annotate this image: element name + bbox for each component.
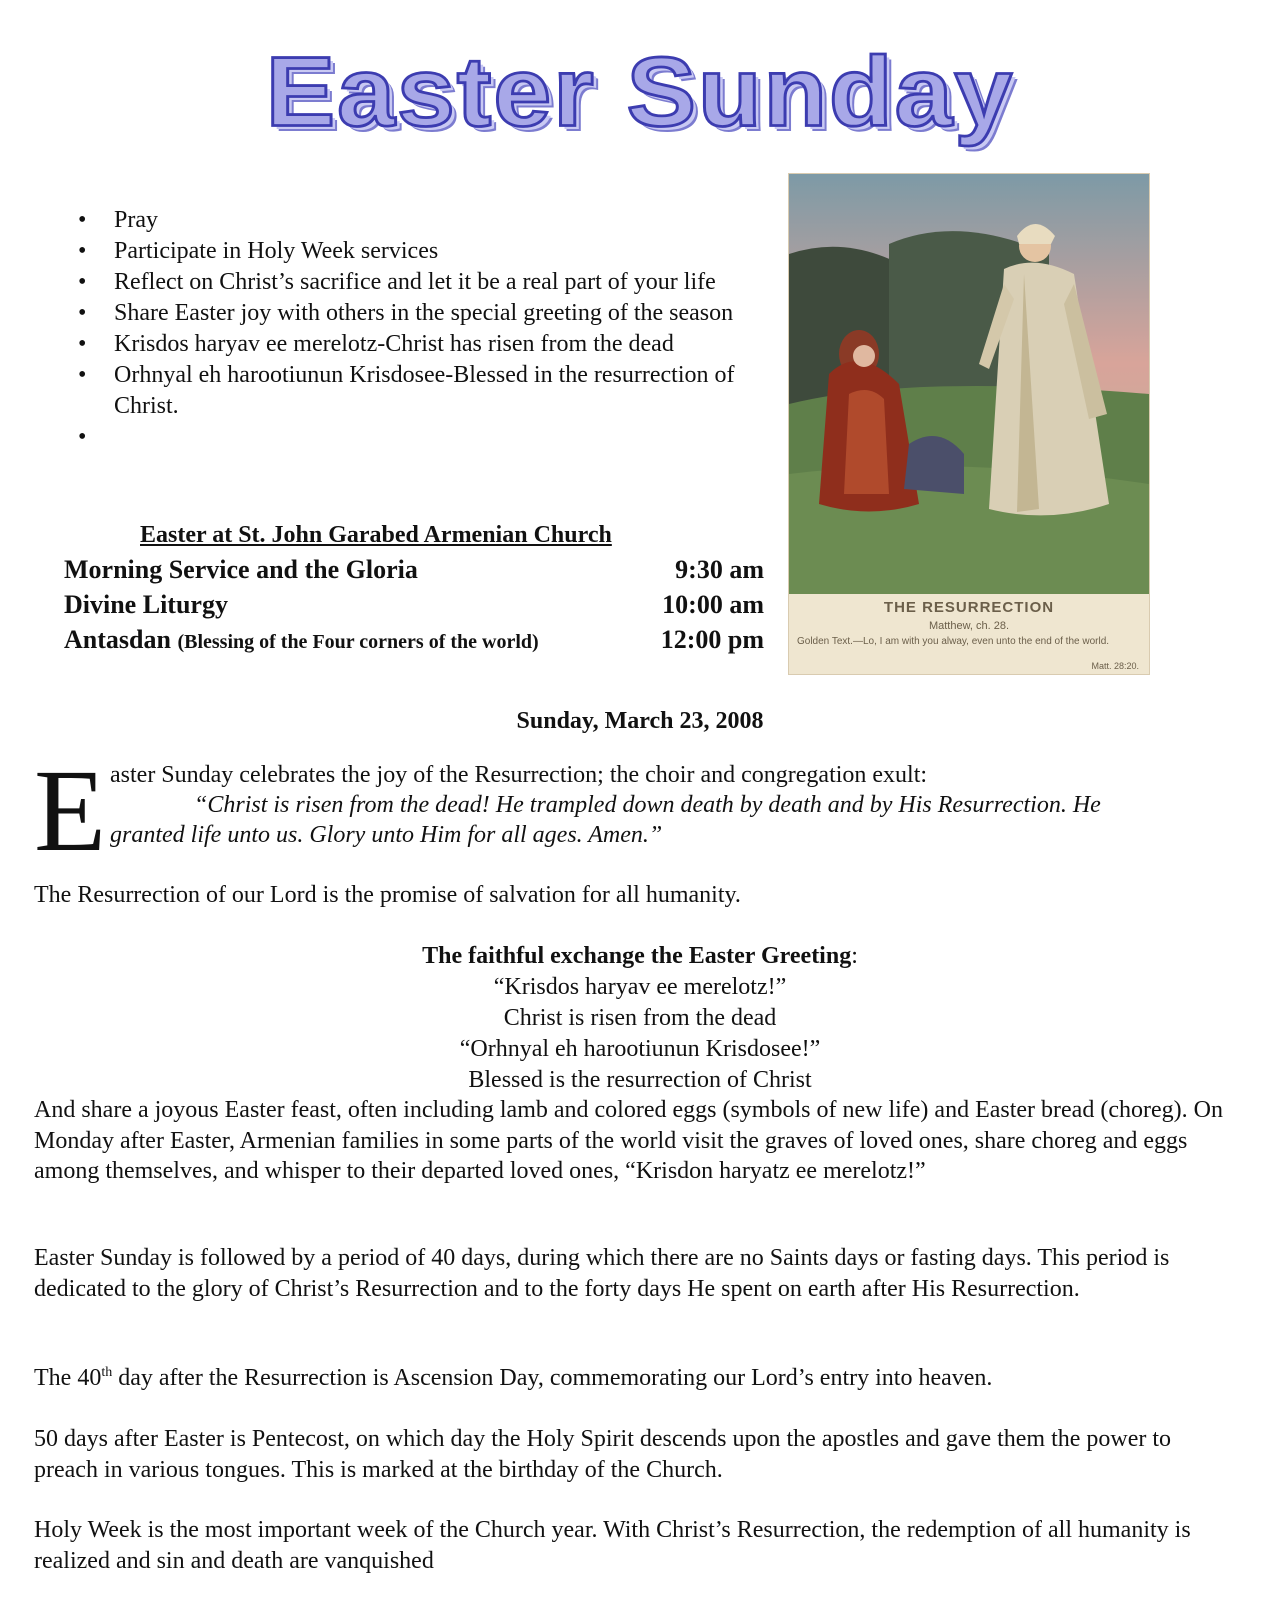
schedule-time: 10:00 am: [662, 590, 764, 619]
schedule-time: 9:30 am: [675, 555, 764, 584]
schedule-row: [64, 555, 764, 590]
list-item: • Pray: [78, 205, 748, 236]
resurrection-picture: [788, 173, 1150, 675]
service-date: Sunday, March 23, 2008: [516, 708, 764, 734]
forty-days-paragraph: Easter Sunday is followed by a period of 40 days, during which there are no Saints days or fasting days. This period is dedicated to the glory of Christ’s Resurrection and to the forty days He spent on earth after His Resurrection.: [34, 1245, 1170, 1302]
schedule-note: (Blessing of the Four corners of the world): [177, 631, 539, 653]
schedule-label: Divine Liturgy: [64, 590, 228, 619]
schedule-label: Antasdan (Blessing of the Four corners of the world): [64, 625, 539, 654]
drop-cap: E: [34, 745, 107, 876]
list-item: • Share Easter joy with others in the special greeting of the season: [78, 298, 748, 329]
schedule-time: 12:00 pm: [660, 625, 764, 654]
greeting-heading: The faithful exchange the Easter Greeting: [422, 943, 852, 969]
list-item: • Participate in Holy Week services: [78, 236, 748, 267]
service-schedule: [64, 555, 764, 660]
greeting-line: “Krisdos haryav ee merelotz!”: [493, 974, 787, 1000]
activity-list: [78, 205, 748, 453]
caption-title: THE RESURRECTION: [883, 599, 1055, 616]
greeting-line: “Orhnyal eh harootiunun Krisdosee!”: [459, 1036, 821, 1062]
list-item: • Krisdos haryav ee merelotz-Christ has risen from the dead: [78, 329, 748, 360]
list-item: • Reflect on Christ’s sacrifice and let it be a real part of your life: [78, 267, 748, 298]
caption-text: Golden Text.—Lo, I am with you alway, even unto the end of the world.: [797, 636, 1110, 647]
greeting-line: Christ is risen from the dead: [503, 1005, 777, 1031]
greeting-line: Blessed is the resurrection of Christ: [468, 1067, 812, 1093]
page-title: Easter Sunday: [265, 36, 1015, 148]
promise-paragraph: The Resurrection of our Lord is the promise of salvation for all humanity.: [34, 882, 741, 908]
pentecost-paragraph: 50 days after Easter is Pentecost, on which day the Holy Spirit descends upon the apostles and gave them the power to preach in various tongues. This is marked at the birthday of the Church.: [34, 1426, 1172, 1483]
intro-quote-line: granted life unto us. Glory unto Him for all ages. Amen.”: [110, 822, 663, 848]
caption-verse: Matt. 28:20.: [1091, 661, 1139, 671]
schedule-label: Morning Service and the Gloria: [64, 555, 418, 584]
list-item: • Orhnyal eh harootiunun Krisdosee-Blessed in the resurrection of Christ.: [78, 360, 748, 422]
ascension-paragraph: The 40th day after the Resurrection is Ascension Day, commemorating our Lord’s entry into heaven.: [34, 1365, 993, 1391]
intro-quote-line: “Christ is risen from the dead! He trampled down death by death and by His Resurrection. He: [194, 792, 1101, 818]
resurrection-illustration: [789, 174, 1149, 594]
greeting-heading-line: The faithful exchange the Easter Greeting:: [422, 943, 858, 969]
holy-week-paragraph: Holy Week is the most important week of the Church year. With Christ’s Resurrection, the redemption of all humanity is realized and sin and death are vanquished: [34, 1517, 1191, 1574]
feast-paragraph: And share a joyous Easter feast, often including lamb and colored eggs (symbols of new life) and Easter bread (choreg). On Monday after Easter, Armenian families in some parts of the world visit the graves of loved ones, share choreg and eggs among themselves, and whisper to their departed loved ones, “Krisdon haryatz ee merelotz!”: [34, 1097, 1223, 1184]
caption-reference: Matthew, ch. 28.: [928, 620, 1010, 632]
greeting-block: [0, 941, 1280, 1096]
schedule-row: [64, 590, 764, 625]
schedule-row: [64, 625, 764, 660]
intro-line: aster Sunday celebrates the joy of the Resurrection; the choir and congregation exult:: [110, 762, 928, 788]
church-heading: Easter at St. John Garabed Armenian Church: [140, 522, 612, 548]
title-banner: [0, 36, 1280, 148]
list-item-empty: [78, 422, 748, 453]
